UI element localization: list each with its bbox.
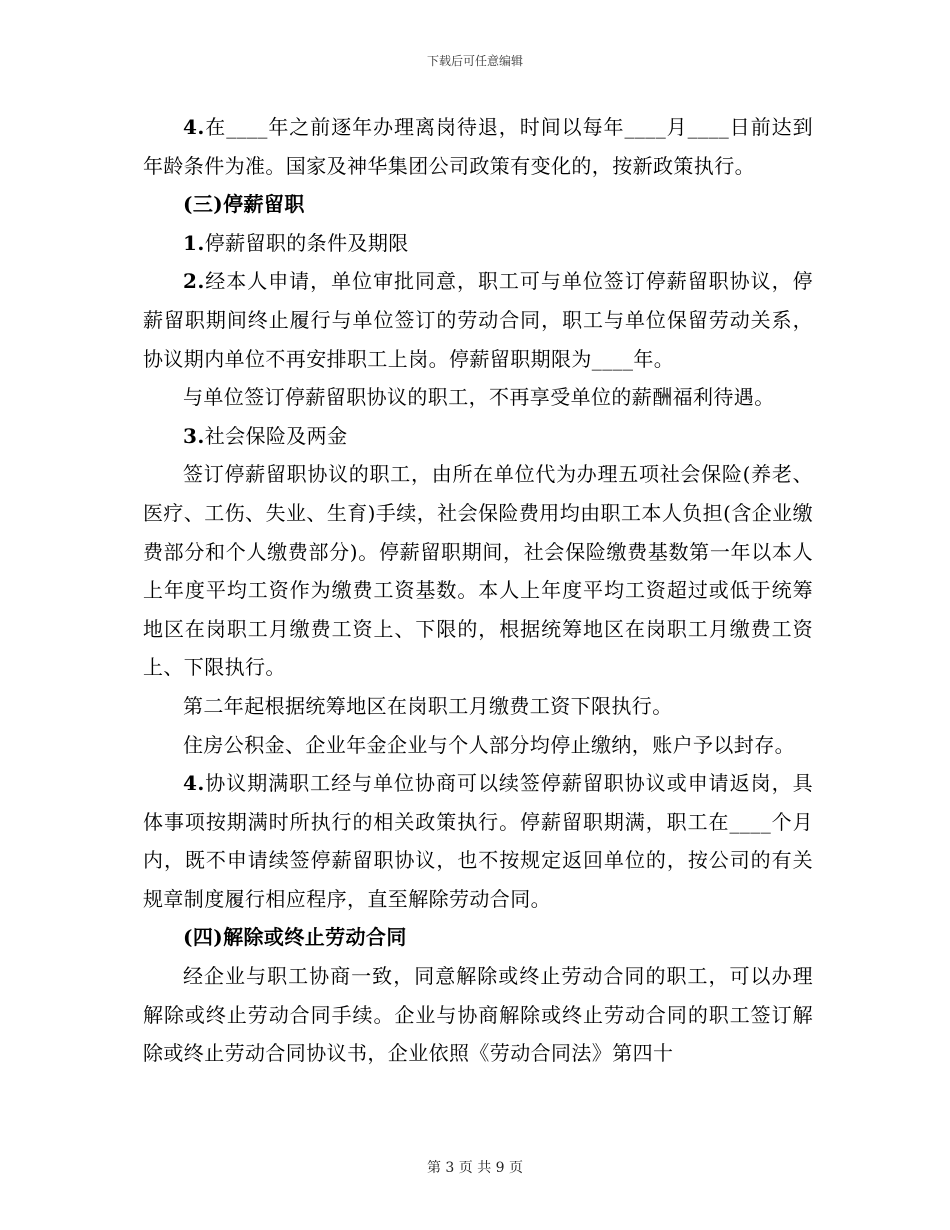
page-footer: 第 3 页 共 9 页 xyxy=(426,1160,524,1176)
paragraph xyxy=(143,262,813,378)
paragraph-text: 第二年起根据统筹地区在岗职工月缴费工资下限执行。 xyxy=(183,693,673,718)
item-number: 1. xyxy=(183,230,205,255)
paragraph xyxy=(143,455,813,687)
paragraph xyxy=(143,378,813,417)
section-heading xyxy=(143,185,813,224)
paragraph xyxy=(143,764,813,918)
paragraph xyxy=(143,224,813,263)
paragraph xyxy=(143,108,813,185)
section-heading xyxy=(143,918,813,957)
paragraph-text: 停薪留职的条件及期限 xyxy=(204,230,409,255)
page-header: 下载后可任意编辑 xyxy=(426,54,523,68)
paragraph xyxy=(143,726,813,765)
paragraph xyxy=(143,417,813,456)
item-number: 4. xyxy=(183,115,205,139)
item-number: 4. xyxy=(183,771,205,796)
item-number: 2. xyxy=(183,269,205,294)
heading-text: (四)解除或终止劳动合同 xyxy=(183,925,407,950)
paragraph-text: 住房公积金、企业年金企业与个人部分均停止缴纳，账户予以封存。 xyxy=(183,732,795,757)
paragraph-text: 协议期满职工经与单位协商可以续签停薪留职协议或申请返岗，具体事项按期满时所执行的相关政策执行。停薪留职期满，职工在____个月内，既不申请续签停薪留职协议，也不按规定返回单位的，按公司的有关规章制度履行相应程序，直至解除劳动合同。 xyxy=(143,771,813,911)
paragraph-text: 与单位签订停薪留职协议的职工，不再享受单位的薪酬福利待遇。 xyxy=(183,385,775,410)
paragraph-text: 在____年之前逐年办理离岗待退，时间以每年____月____日前达到年龄条件为准。国家及神华集团公司政策有变化的，按新政策执行。 xyxy=(143,115,813,178)
paragraph-text: 经本人申请，单位审批同意，职工可与单位签订停薪留职协议，停薪留职期间终止履行与单位签订的劳动合同，职工与单位保留劳动关系，协议期内单位不再安排职工上岗。停薪留职期限为____年。 xyxy=(143,269,813,371)
paragraph xyxy=(143,687,813,726)
document-body xyxy=(143,108,813,1073)
paragraph xyxy=(143,957,813,1073)
item-number: 3. xyxy=(183,423,205,448)
paragraph-text: 签订停薪留职协议的职工，由所在单位代为办理五项社会保险(养老、医疗、工伤、失业、生育)手续，社会保险费用均由职工本人负担(含企业缴费部分和个人缴费部分)。停薪留职期间，社会保险缴费基数第一年以本人上年度平均工资作为缴费工资基数。本人上年度平均工资超过或低于统筹地区在岗职工月缴费工资上、下限的，根据统筹地区在岗职工月缴费工资上、下限执行。 xyxy=(143,462,813,680)
paragraph-text: 经企业与职工协商一致，同意解除或终止劳动合同的职工，可以办理解除或终止劳动合同手续。企业与协商解除或终止劳动合同的职工签订解除或终止劳动合同协议书，企业依照《劳动合同法》第四十 xyxy=(143,964,813,1066)
paragraph-text: 社会保险及两金 xyxy=(204,423,348,448)
heading-text: (三)停薪留职 xyxy=(183,192,305,217)
